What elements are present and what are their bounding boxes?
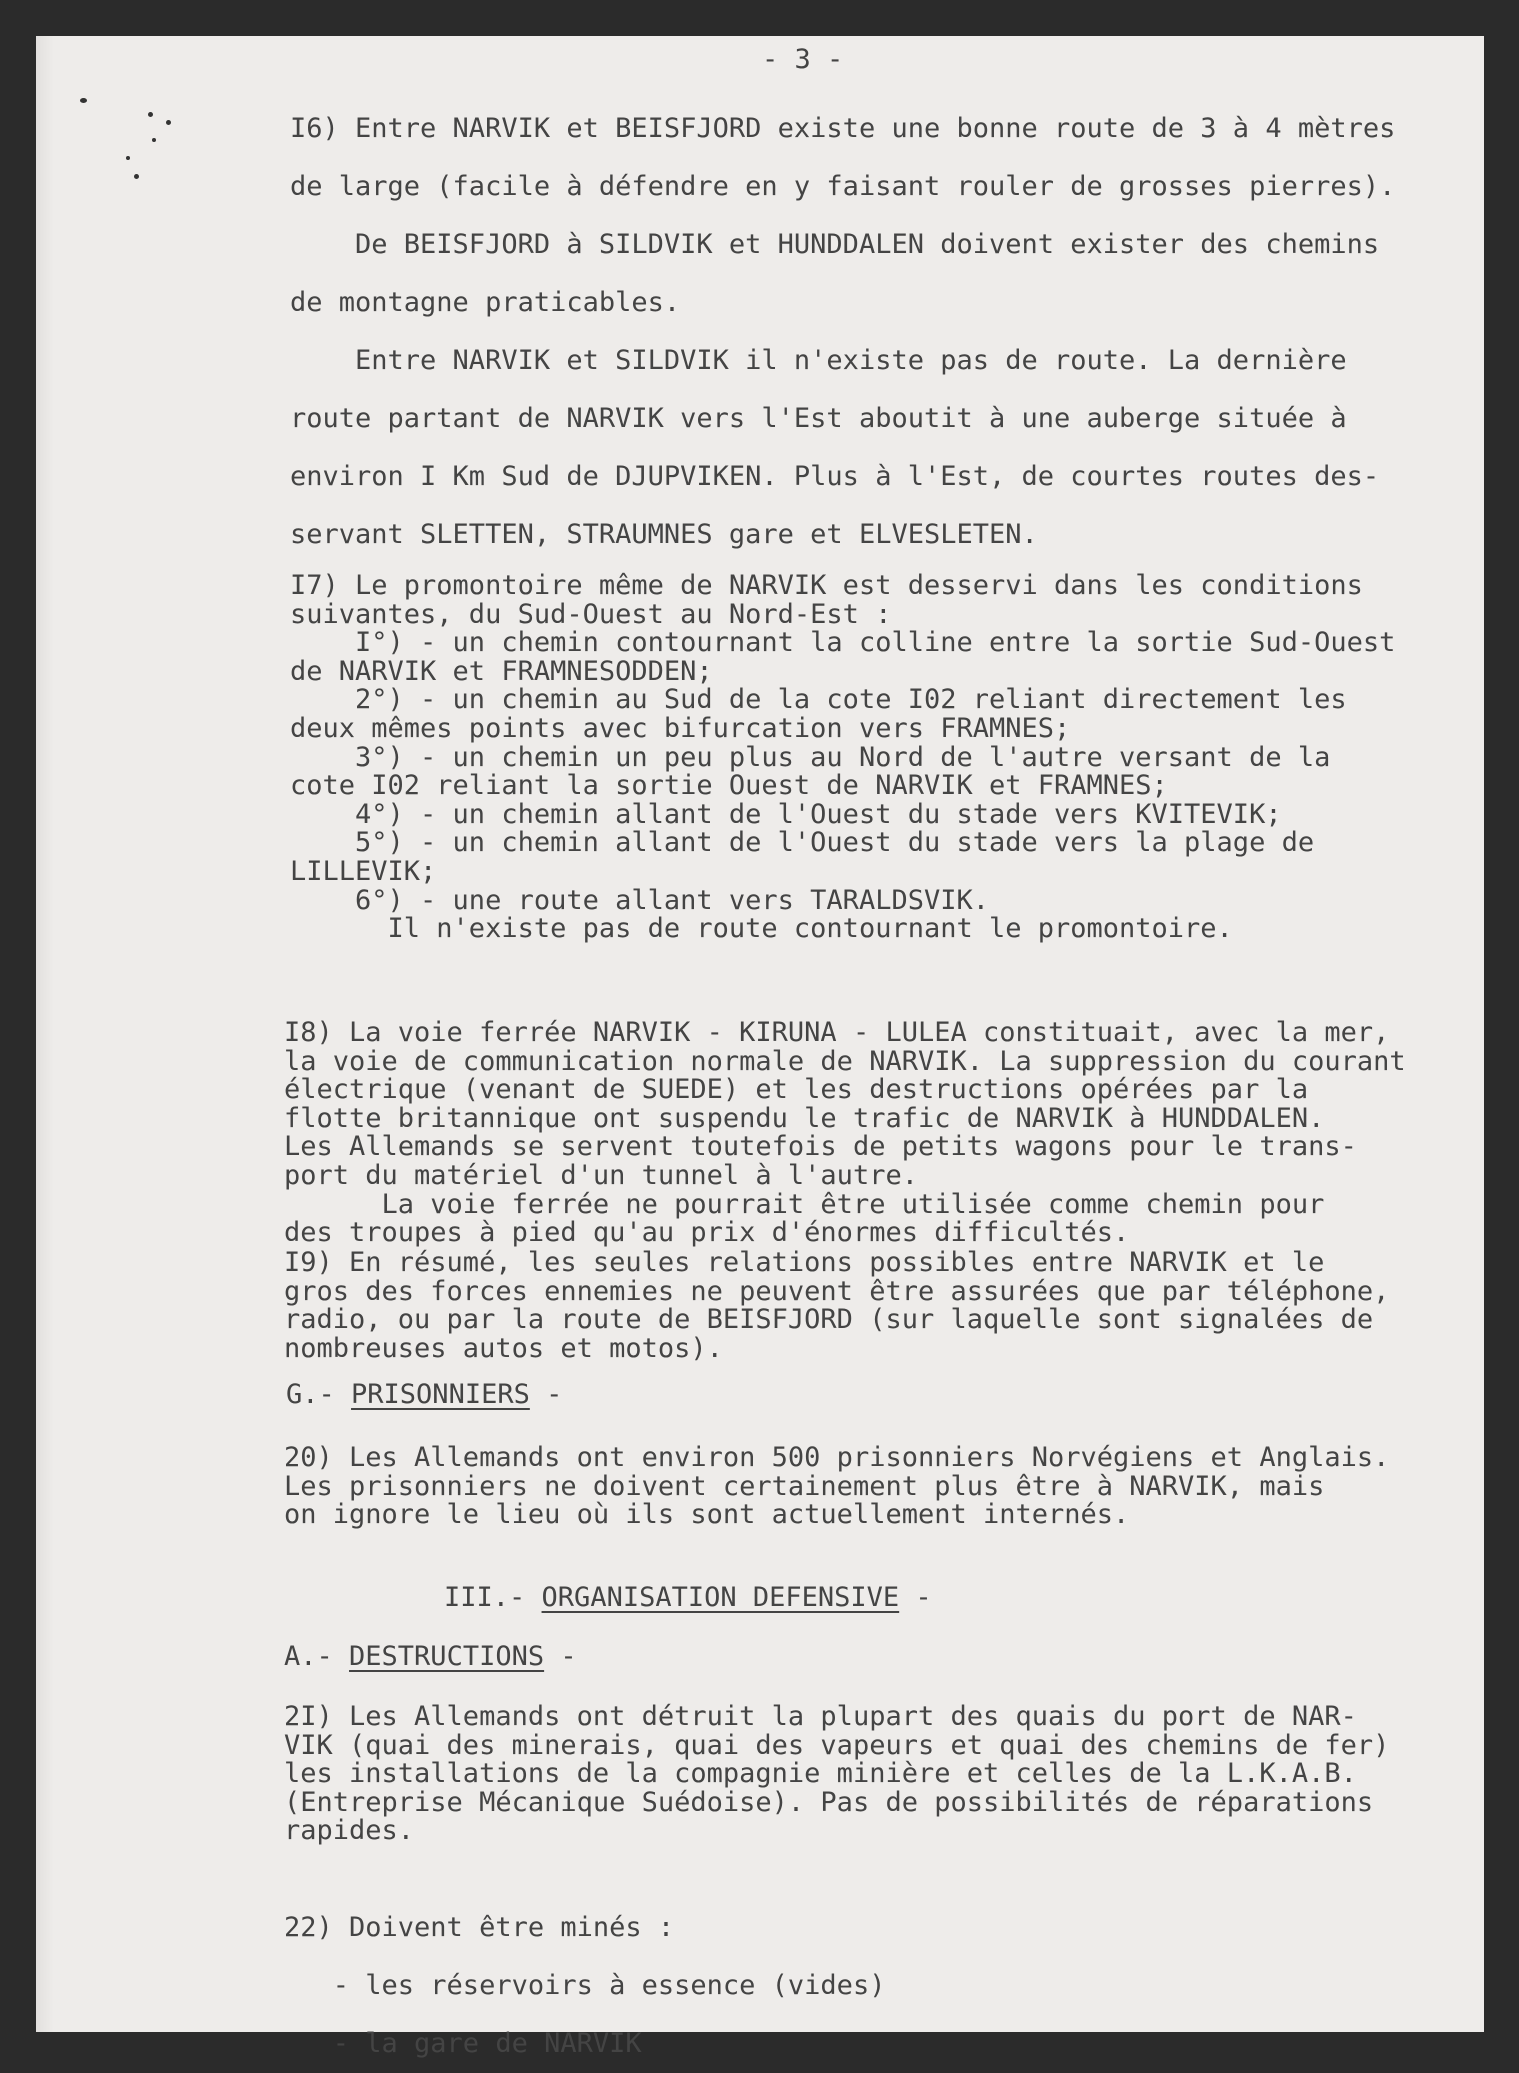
text-line: route partant de NARVIK vers l'Est aboutit à une auberge située à [290,403,1347,434]
text-line: 3°) - un chemin un peu plus au Nord de l'autre versant de la [290,741,1331,773]
heading-title: PRISONNIERS [351,1379,530,1410]
heading-suffix: - [544,1641,577,1672]
text-line: - les réservoirs à essence (vides) [284,1970,886,2001]
margin-speck [134,174,139,179]
text-line: on ignore le lieu où ils sont actuellement internés. [284,1499,1130,1531]
heading-destructions [284,1639,577,1675]
text-line: rapides. [284,1815,415,1847]
margin-speck [148,112,153,117]
heading-title: DESTRUCTIONS [349,1641,545,1672]
text-line: environ I Km Sud de DJUPVIKEN. Plus à l'Est, de courtes routes des- [290,461,1380,492]
text-line: suivantes, du Sud-Ouest au Nord-Est : [290,598,892,630]
paragraph-18 [284,1019,1406,1248]
margin-speck [152,138,156,142]
text-line: VIK (quai des minerais, quai des vapeurs et quai des chemins de fer) [284,1729,1390,1761]
paragraph-19 [284,1249,1389,1363]
paragraph-21 [284,1703,1389,1846]
text-line: Les Allemands se servent toutefois de petits wagons pour le trans- [284,1131,1357,1163]
text-line: radio, ou par la route de BEISFJORD (sur laquelle sont signalées de [284,1304,1374,1336]
text-line: (Entreprise Mécanique Suédoise). Pas de possibilités de réparations [284,1786,1374,1818]
text-line: la voie de communication normale de NARVIK. La suppression du courant [284,1045,1406,1077]
page-edge-shadow [36,36,54,2032]
paragraph-17 [290,572,1395,944]
heading-prefix: A.- [284,1641,350,1672]
text-line: deux mêmes points avec bifurcation vers FRAMNES; [290,712,1071,744]
heading-title: ORGANISATION DEFENSIVE [541,1582,900,1613]
heading-prisonniers [286,1377,562,1413]
text-line: 2I) Les Allemands ont détruit la plupart des quais du port de NAR- [284,1701,1357,1732]
paragraph-16 [290,100,1395,564]
margin-speck [166,120,171,125]
heading-suffix: - [899,1582,932,1613]
text-line: Entre NARVIK et SILDVIK il n'existe pas de route. La dernière [290,345,1347,376]
text-line: - la gare de NARVIK [284,2028,642,2059]
text-line: de montagne praticables. [290,287,681,318]
margin-speck [126,156,130,160]
heading-organisation-defensive [444,1580,932,1616]
text-line: I°) - un chemin contournant la colline entre la sortie Sud-Ouest [290,627,1396,659]
text-line: Il n'existe pas de route contournant le promontoire. [290,913,1233,945]
text-line: Les prisonniers ne doivent certainement plus être à NARVIK, mais [284,1470,1325,1502]
text-line: 2°) - un chemin au Sud de la cote I02 reliant directement les [290,684,1347,716]
text-line: flotte britannique ont suspendu le trafic de NARVIK à HUNDDALEN. [284,1102,1325,1134]
heading-prefix: III.- [444,1582,542,1613]
text-line: 6°) - une route allant vers TARALDSVIK. [290,884,989,916]
text-line: port du matériel d'un tunnel à l'autre. [284,1159,918,1191]
text-line: de large (facile à défendre en y faisant rouler de grosses pierres). [290,171,1396,202]
text-line: I7) Le promontoire même de NARVIK est desservi dans les conditions [290,570,1363,601]
text-line: 20) Les Allemands ont environ 500 prisonniers Norvégiens et Anglais. [284,1442,1390,1473]
text-line: 22) Doivent être minés : [284,1912,675,1943]
heading-suffix: - [529,1379,563,1410]
text-line: I6) Entre NARVIK et BEISFJORD existe une bonne route de 3 à 4 mètres [290,113,1396,144]
text-line: cote I02 reliant la sortie Ouest de NARVIK et FRAMNES; [290,770,1168,802]
document-page [36,36,1484,2059]
margin-speck [80,98,87,103]
text-line: 4°) - un chemin allant de l'Ouest du stade vers KVITEVIK; [290,798,1282,830]
text-line: I8) La voie ferrée NARVIK - KIRUNA - LULEA constituait, avec la mer, [284,1017,1390,1048]
text-line: gros des forces ennemies ne peuvent être assurées que par téléphone, [284,1275,1390,1307]
text-line: 5°) - un chemin allant de l'Ouest du stade vers la plage de [290,827,1315,859]
text-line: de NARVIK et FRAMNESODDEN; [290,655,713,687]
paragraph-20 [284,1444,1389,1530]
text-line: I9) En résumé, les seules relations possibles entre NARVIK et le [284,1247,1325,1278]
text-line: servant SLETTEN, STRAUMNES gare et ELVESLETEN. [290,519,1038,550]
page-number: - 3 - [762,44,844,75]
text-line: les installations de la compagnie minière et celles de la L.K.A.B. [284,1758,1357,1790]
paragraph-22 [284,1899,885,2073]
text-line: des troupes à pied qu'au prix d'énormes difficultés. [284,1217,1130,1249]
text-line: électrique (venant de SUEDE) et les destructions opérées par la [284,1074,1309,1106]
text-line: De BEISFJORD à SILDVIK et HUNDDALEN doivent exister des chemins [290,229,1380,260]
heading-prefix: G.- [286,1379,352,1410]
text-line: nombreuses autos et motos). [284,1332,723,1364]
text-line: LILLEVIK; [290,855,437,887]
text-line: La voie ferrée ne pourrait être utilisée comme chemin pour [284,1188,1325,1220]
